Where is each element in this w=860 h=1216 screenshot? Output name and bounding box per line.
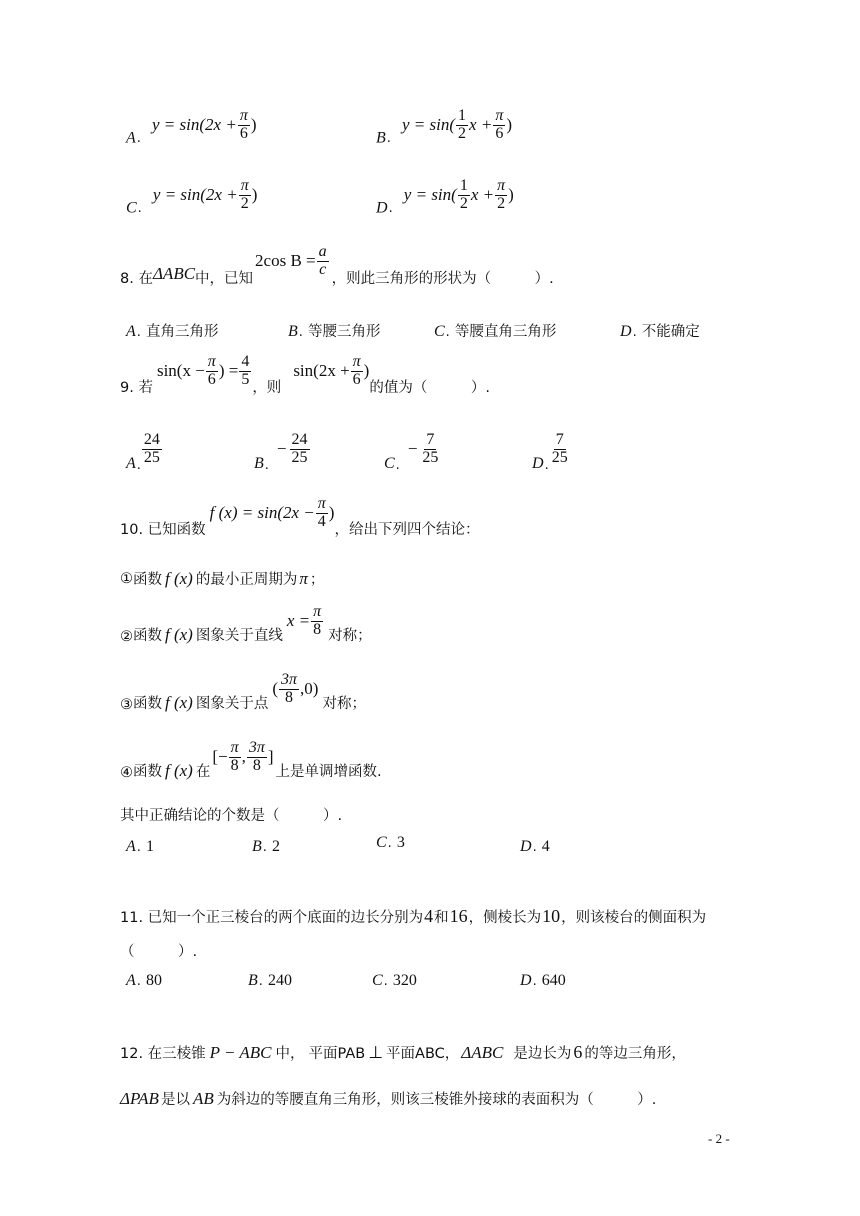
plane-name: 平面ABC <box>386 1046 445 1062</box>
statement-mark: ④ <box>120 764 133 781</box>
numerator: π <box>207 353 216 370</box>
condition-expr: ) = <box>218 361 239 381</box>
statement-2 <box>120 603 372 649</box>
question-8 <box>120 243 554 291</box>
q10-options <box>126 836 726 862</box>
paren: ) <box>506 115 513 135</box>
denominator: 2 <box>240 194 249 212</box>
question-text: 中， <box>275 1046 305 1062</box>
question-text: 是边长为 <box>513 1046 572 1062</box>
bracket: ] <box>267 747 274 767</box>
numerator: 24 <box>291 431 308 448</box>
option-letter: C <box>372 972 383 989</box>
option-value: 240 <box>268 972 293 989</box>
edge-length: 4 <box>424 906 434 926</box>
question-text: 是以 <box>160 1092 190 1108</box>
option-letter: C <box>384 454 395 472</box>
option-letter: B <box>252 838 262 855</box>
point-expr: ,0) <box>300 679 319 699</box>
numerator: 7 <box>555 431 564 448</box>
denominator: 25 <box>551 448 568 466</box>
numerator: 1 <box>458 107 467 124</box>
lateral-edge: 10 <box>542 906 561 926</box>
question-text: ，侧棱长为 <box>468 910 542 926</box>
question-text: 为斜边的等腰直角三角形，则该三棱锥外接球的表面积为（ ）. <box>216 1092 657 1108</box>
q10-option-b: B. 2 <box>252 838 281 855</box>
edge-length: 16 <box>449 906 468 926</box>
statement-text: 对称； <box>328 627 372 644</box>
option-letter: B <box>376 129 386 147</box>
statement-mark: ① <box>120 570 133 587</box>
q11-option-a: A. 80 <box>126 972 163 989</box>
option-text: 直角三角形 <box>146 324 219 340</box>
function-name: f (x) <box>165 760 193 780</box>
denominator: 8 <box>252 756 261 774</box>
segment-name: AB <box>192 1089 214 1108</box>
q11-option-b: B. 240 <box>248 972 293 989</box>
expr: y = sin(2x + <box>152 115 237 135</box>
statement-text: ； <box>309 572 325 588</box>
q11-answer-blank: （ ）. <box>120 944 198 960</box>
option-letter: C <box>126 199 137 217</box>
numerator: 3π <box>281 671 298 688</box>
option-letter: B <box>288 323 298 340</box>
numerator: π <box>313 603 322 620</box>
q10-option-a: A. 1 <box>126 838 155 855</box>
statement-text: 的最小正周期为 <box>195 572 298 588</box>
denominator: 4 <box>317 512 326 530</box>
denominator: 6 <box>352 370 361 388</box>
question-11 <box>120 906 706 927</box>
question-text: ， <box>444 1046 460 1062</box>
statement-text: 上是单调增函数. <box>275 763 382 780</box>
question-text: ，则该棱台的侧面积为 <box>561 910 707 926</box>
q8-option-d: D. 不能确定 <box>620 323 700 340</box>
q9-options <box>126 432 726 478</box>
denominator: 5 <box>241 370 250 388</box>
target-expr: sin(2x + <box>293 361 350 381</box>
statement-text: 在 <box>195 763 211 780</box>
q9-option-d: D . $\frac{7}{25}$ <box>532 431 568 473</box>
statement-text: 函数 <box>133 572 162 588</box>
denominator: c <box>319 260 327 278</box>
statement-text: 函数 <box>133 627 162 644</box>
triangle-name: ΔPAB <box>120 1089 159 1108</box>
denominator: 25 <box>422 448 439 466</box>
question-text: 的等边三角形， <box>584 1046 686 1062</box>
denominator: 6 <box>239 124 248 142</box>
question-number: 12. 在三棱锥 <box>120 1046 206 1062</box>
option-value: 1 <box>146 838 155 855</box>
q8-option-c: C. 等腰直角三角形 <box>434 323 557 340</box>
expr: x + <box>469 115 493 135</box>
numerator: π <box>240 177 249 194</box>
numerator: π <box>230 739 239 756</box>
numerator: π <box>495 107 504 124</box>
statement-text: 函数 <box>133 763 162 780</box>
q9-option-a: A . $\frac{24}{25}$ <box>126 431 160 473</box>
numerator: 24 <box>143 431 160 448</box>
paren: ) <box>250 115 257 135</box>
comma: , <box>241 747 246 767</box>
question-10 <box>120 495 480 541</box>
q9-option-c: C . − $\frac{7}{25}$ <box>384 431 439 473</box>
option-text: 不能确定 <box>641 324 700 340</box>
expr: y = sin(2x + <box>152 185 238 205</box>
statement-text: 图象关于点 <box>195 695 269 712</box>
q10-option-c: C. 3 <box>376 834 405 851</box>
option-letter: B <box>248 972 258 989</box>
q8-option-b: B. 等腰三角形 <box>288 323 381 340</box>
option-value: 320 <box>392 972 417 989</box>
pyramid-name: P − ABC <box>209 1043 272 1062</box>
option-letter: A <box>126 972 136 989</box>
q8-options <box>126 320 726 344</box>
denominator: 25 <box>143 448 160 466</box>
statement-text: 对称； <box>322 695 366 712</box>
option-letter: B <box>254 454 264 472</box>
function-name: f (x) <box>165 568 193 588</box>
q7-option-b: B. y = sin( $\frac{1}{2}$ x + $\frac{\pi}{6}$ ) <box>376 107 513 147</box>
option-value: 3 <box>396 834 405 851</box>
side-length: 6 <box>573 1042 583 1062</box>
denominator: 2 <box>459 194 468 212</box>
question-text: 的值为（ ）. <box>369 379 490 396</box>
numerator: 1 <box>459 177 468 194</box>
option-text: 等腰直角三角形 <box>454 324 557 340</box>
option-value: 4 <box>541 838 550 855</box>
minus-sign: − <box>276 438 287 458</box>
numerator: 7 <box>426 431 435 448</box>
question-text: ，则此三角形的形状为（ ）. <box>331 270 554 287</box>
statement-mark: ② <box>120 628 133 645</box>
function-name: f (x) <box>165 624 193 644</box>
triangle-name: ΔABC <box>152 263 196 283</box>
q11-options <box>126 970 726 996</box>
numerator: π <box>352 353 361 370</box>
q8-option-a: A. 直角三角形 <box>126 323 219 340</box>
paren: ) <box>363 361 370 381</box>
numerator: π <box>239 107 248 124</box>
question-number: 10. 已知函数 <box>120 521 206 538</box>
question-number: 8. 在 <box>120 270 153 287</box>
question-text: ，则 <box>252 379 282 396</box>
denominator: 6 <box>495 124 504 142</box>
q7-option-a: A. y = sin(2x + $\frac{\pi}{6}$ ) <box>126 107 257 147</box>
option-letter: D <box>620 323 632 340</box>
minus-sign: − <box>407 438 418 458</box>
question-9 <box>120 353 490 399</box>
option-value: 640 <box>541 972 566 989</box>
page-number: - 2 - <box>708 1131 730 1146</box>
statement-text: 函数 <box>133 695 162 712</box>
numerator: π <box>317 495 326 512</box>
denominator: 8 <box>230 756 239 774</box>
function-name: f (x) <box>165 692 193 712</box>
denominator: 2 <box>458 124 467 142</box>
question-text: 和 <box>434 910 449 926</box>
option-letter: D <box>532 454 544 472</box>
option-letter: A <box>126 838 136 855</box>
question-number: 9. 若 <box>120 379 153 396</box>
period-value: π <box>299 568 308 588</box>
expr: y = sin( <box>403 185 457 205</box>
question-12-line-2 <box>120 1088 656 1109</box>
option-letter: C <box>434 323 445 340</box>
option-letter: D <box>520 972 532 989</box>
triangle-name: ΔABC <box>461 1043 504 1062</box>
line-expr: x = <box>286 611 311 631</box>
option-letter: D <box>520 838 532 855</box>
expr: y = sin( <box>402 115 456 135</box>
condition-expr: sin(x − <box>156 361 205 381</box>
paren: ) <box>508 185 514 205</box>
option-letter: A <box>126 323 136 340</box>
question-12 <box>120 1042 686 1063</box>
question-text: ，给出下列四个结论： <box>334 521 480 538</box>
bracket: [− <box>212 747 228 767</box>
option-value: 80 <box>146 972 163 989</box>
numerator: a <box>318 243 327 260</box>
function-expr: f (x) = sin(2x − <box>209 503 315 523</box>
q10-option-d: D. 4 <box>520 838 550 855</box>
paren: ) <box>328 503 335 523</box>
option-letter: A <box>126 129 136 147</box>
q10-conclusion: 其中正确结论的个数是（ ）. <box>120 808 343 824</box>
q9-option-b: B . − $\frac{24}{25}$ <box>254 431 308 473</box>
q7-option-c: C. y = sin(2x + $\frac{\pi}{2}$ ) <box>126 177 258 217</box>
perpendicular-symbol: ⊥ <box>368 1043 384 1062</box>
option-value: 2 <box>272 838 281 855</box>
expr: x + <box>470 185 495 205</box>
statement-1 <box>120 568 324 589</box>
statement-mark: ③ <box>120 696 133 713</box>
paren: ( <box>272 679 279 699</box>
question-text: 中，已知 <box>195 270 254 287</box>
paren: ) <box>251 185 258 205</box>
numerator: π <box>497 177 506 194</box>
q7-option-d: D. y = sin( $\frac{1}{2}$ x + $\frac{\pi}{2}$ ) <box>376 177 514 217</box>
option-letter: D <box>376 199 388 217</box>
numerator: 4 <box>241 353 250 370</box>
option-text: 等腰三角形 <box>308 324 381 340</box>
q11-option-c: C. 320 <box>372 972 417 989</box>
plane-name: 平面PAB <box>308 1046 366 1062</box>
option-letter: A <box>126 454 136 472</box>
denominator: 25 <box>291 448 308 466</box>
question-text: 11. 已知一个正三棱台的两个底面的边长分别为 <box>120 910 424 926</box>
q11-option-d: D. 640 <box>520 972 566 989</box>
statement-text: 图象关于直线 <box>195 627 283 644</box>
denominator: 8 <box>285 688 294 706</box>
condition-expr: 2cos B = <box>255 251 316 271</box>
denominator: 6 <box>207 370 216 388</box>
denominator: 2 <box>497 194 506 212</box>
option-letter: C <box>376 834 387 851</box>
denominator: 8 <box>313 620 322 638</box>
numerator: 3π <box>248 739 265 756</box>
